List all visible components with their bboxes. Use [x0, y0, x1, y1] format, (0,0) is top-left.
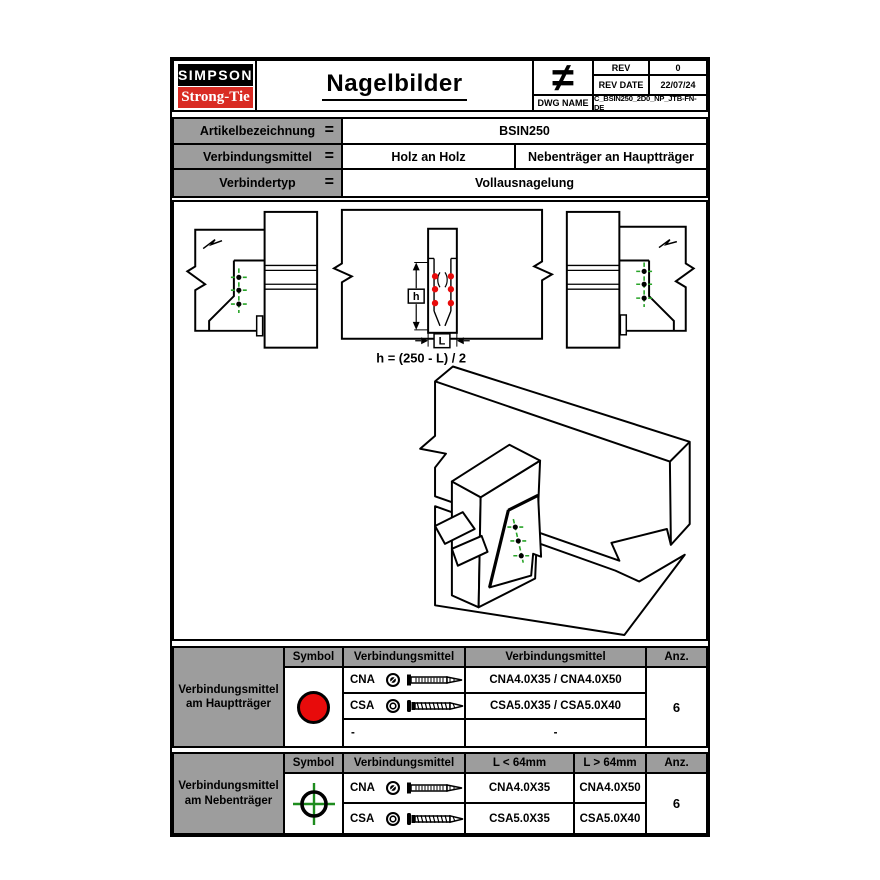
- rev-value: 0: [650, 61, 706, 76]
- label-line1: Verbindungsmittel: [178, 780, 279, 793]
- artikelbezeichnung-value: BSIN250: [343, 119, 706, 145]
- cna-head-icon: [385, 672, 401, 688]
- hanger-front-tab: [620, 315, 626, 335]
- strongtie-logo: Strong-Tie: [178, 87, 253, 108]
- verbindungsmittel-value-1: Holz an Holz: [343, 145, 516, 170]
- col-l-long: L > 64mm: [575, 754, 647, 774]
- col-verbindungsmittel-1: Verbindungsmittel: [344, 648, 466, 668]
- red-circle-icon: [297, 691, 330, 724]
- fastener-code: CSA: [350, 812, 375, 825]
- label-text: Verbindertyp: [219, 176, 296, 190]
- col-anz: Anz.: [647, 754, 706, 774]
- fastener-code: CNA: [350, 674, 375, 686]
- label-text: Artikelbezeichnung: [199, 124, 316, 138]
- haupttraeger-edge: [567, 212, 620, 348]
- verbindungsmittel-value-2: Nebenträger an Hauptträger: [516, 145, 706, 170]
- csa-sizes: CSA5.0X35 / CSA5.0X40: [466, 694, 647, 720]
- nebentraeger-outline: [187, 230, 264, 331]
- hanger-front: [428, 229, 457, 333]
- cna-row: [344, 774, 466, 804]
- haupttraeger-edge: [265, 212, 318, 348]
- hanger-front-tab: [257, 316, 263, 336]
- nail-dots: [236, 275, 241, 307]
- haupttraeger-row-label: [174, 648, 285, 746]
- cna-long: CNA4.0X50: [575, 774, 647, 804]
- rev-date-value: 22/07/24: [650, 76, 706, 96]
- screw-side-icon: [406, 699, 464, 713]
- col-l-short: L < 64mm: [466, 754, 575, 774]
- csa-head-icon: [385, 698, 401, 714]
- csa-short: CSA5.0X35: [466, 804, 575, 833]
- drawing-sheet: [170, 57, 710, 837]
- page-title: [257, 61, 534, 110]
- cna-head-icon: [385, 780, 401, 796]
- side-view-left: [187, 212, 317, 348]
- equals-icon: =: [324, 173, 334, 191]
- page-title-text: Nagelbilder: [322, 70, 466, 101]
- dwg-name-value: C_BSIN250_2D0_NP_JTB-FN-DE: [594, 94, 697, 112]
- csa-head-icon: [385, 811, 401, 827]
- cna-row: [344, 668, 466, 694]
- isometric-view: [420, 366, 690, 635]
- cna-short: CNA4.0X35: [466, 774, 575, 804]
- dim-h-label: h: [412, 291, 420, 304]
- cna-sizes: CNA4.0X35 / CNA4.0X50: [466, 668, 647, 694]
- col-verbindungsmittel: Verbindungsmittel: [344, 754, 466, 774]
- rev-label: REV: [594, 61, 650, 76]
- haupt-anz-value: 6: [672, 699, 681, 715]
- not-equal-icon: ≠: [534, 61, 594, 96]
- nail-side-icon: [406, 781, 464, 795]
- side-view-right: [567, 212, 694, 348]
- haupt-symbol-cell: [285, 668, 344, 746]
- drawing-area: [172, 200, 708, 641]
- col-verbindungsmittel-2: Verbindungsmittel: [466, 648, 647, 668]
- nebentraeger-table: [172, 752, 708, 835]
- fastener-code: CSA: [350, 700, 375, 712]
- nail-pattern-drawing: [174, 202, 706, 639]
- label-text: Verbindungsmittel: [202, 149, 313, 164]
- col-anz: Anz.: [647, 648, 706, 668]
- fastener-code: CNA: [350, 782, 375, 794]
- break-zigzag-icon: [203, 240, 222, 249]
- dwg-name-label: DWG NAME: [534, 96, 594, 110]
- label-line2: am Hauptträger: [186, 698, 271, 710]
- haupttraeger-table: [172, 646, 708, 748]
- nebentraeger-row-label: [174, 754, 285, 833]
- front-view: [334, 210, 552, 366]
- label-line1: Verbindungsmittel: [178, 683, 279, 696]
- rev-date-label: REV DATE: [594, 76, 650, 96]
- verbindertyp-label: [174, 170, 343, 196]
- artikelbezeichnung-label: [174, 119, 343, 145]
- nail-side-icon: [406, 673, 464, 687]
- logo-cell: [174, 61, 257, 110]
- verbindungsmittel-label: [174, 145, 343, 170]
- neben-symbol-cell: [285, 774, 344, 833]
- empty-fastener-row: -: [344, 720, 466, 746]
- verbindertyp-value: Vollausnagelung: [474, 176, 575, 190]
- simpson-logo: SIMPSON: [178, 64, 253, 86]
- nebentraeger-outline: [619, 227, 693, 331]
- attribute-table: [172, 117, 708, 198]
- screw-side-icon: [406, 812, 464, 826]
- csa-long: CSA5.0X40: [575, 804, 647, 833]
- nail-dots: [642, 269, 647, 301]
- empty-sizes: -: [466, 720, 647, 746]
- csa-row: [344, 694, 466, 720]
- dim-l-label: L: [438, 335, 446, 348]
- green-crosshair-icon: [291, 781, 337, 827]
- title-block: [172, 55, 708, 112]
- col-symbol: Symbol: [285, 754, 344, 774]
- equals-icon: =: [324, 146, 334, 164]
- break-zigzag-icon: [659, 240, 677, 248]
- csa-row: [344, 804, 466, 833]
- label-line2: am Nebenträger: [184, 794, 273, 807]
- col-symbol: Symbol: [285, 648, 344, 668]
- equals-icon: =: [324, 121, 334, 139]
- height-formula: h = (250 - L) / 2: [376, 350, 467, 366]
- neben-anz-value: 6: [672, 796, 681, 811]
